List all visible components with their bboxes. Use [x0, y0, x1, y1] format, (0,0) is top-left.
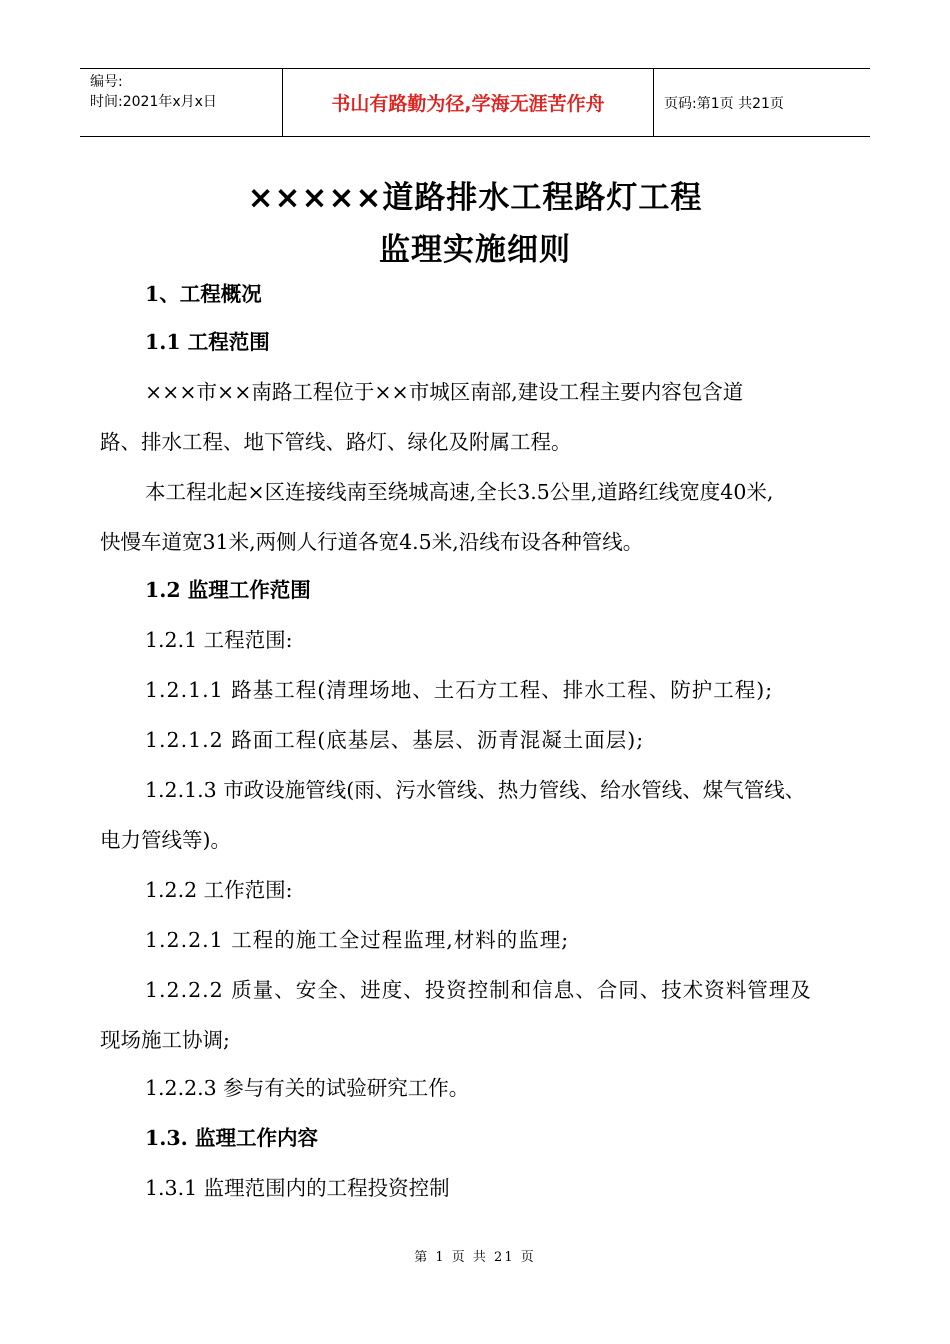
item-1-2-1-1: 1.2.1.1 路基工程(清理场地、土石方工程、排水工程、防护工程);: [145, 678, 774, 702]
document-title-line2: 监理实施细则: [379, 232, 571, 268]
section-heading-1-3: 1.3. 监理工作内容: [145, 1126, 318, 1150]
page-header: [80, 68, 870, 137]
section-heading-1-2: 1.2 监理工作范围: [145, 578, 311, 602]
paragraph-1-line-2: 路、排水工程、地下管线、路灯、绿化及附属工程。: [100, 430, 572, 454]
section-heading-1-1: 1.1 工程范围: [145, 330, 270, 354]
item-1-2-2-3: 1.2.2.3 参与有关的试验研究工作。: [145, 1076, 470, 1100]
header-meta: [80, 69, 282, 136]
paragraph-2-line-1: 本工程北起×区连接线南至绕城高速,全长3.5公里,道路红线宽度40米,: [145, 480, 774, 504]
page-footer: 第 1 页 共 21 页: [414, 1250, 536, 1265]
subsection-1-3-1: 1.3.1 监理范围内的工程投资控制: [145, 1176, 450, 1200]
subsection-1-2-2: 1.2.2 工作范围:: [145, 878, 293, 902]
paragraph-2-line-2: 快慢车道宽31米,两侧人行道各宽4.5米,沿线布设各种管线。: [100, 530, 644, 554]
header-page-info: 页码:第1页 共21页: [664, 95, 784, 112]
header-date: 时间:2021年x月x日: [90, 94, 217, 110]
header-number-label: 编号:: [90, 74, 123, 90]
header-motto: 书山有路勤为径,学海无涯苦作舟: [282, 69, 654, 136]
paragraph-1-line-1: ×××市××南路工程位于××市城区南部,建设工程主要内容包含道: [145, 380, 744, 404]
item-1-2-1-3-line-2: 电力管线等)。: [100, 828, 231, 852]
document-title-line1: ×××××道路排水工程路灯工程: [247, 180, 703, 216]
section-heading-1: 1、工程概况: [145, 282, 262, 306]
item-1-2-1-2: 1.2.1.2 路面工程(底基层、基层、沥青混凝土面层);: [145, 728, 645, 752]
item-1-2-2-2-line-2: 现场施工协调;: [100, 1028, 230, 1052]
item-1-2-2-1: 1.2.2.1 工程的施工全过程监理,材料的监理;: [145, 928, 570, 952]
item-1-2-2-2-line-1: 1.2.2.2 质量、安全、进度、投资控制和信息、合同、技术资料管理及: [145, 978, 812, 1002]
item-1-2-1-3-line-1: 1.2.1.3 市政设施管线(雨、污水管线、热力管线、给水管线、煤气管线、: [145, 778, 806, 802]
subsection-1-2-1: 1.2.1 工程范围:: [145, 628, 293, 652]
